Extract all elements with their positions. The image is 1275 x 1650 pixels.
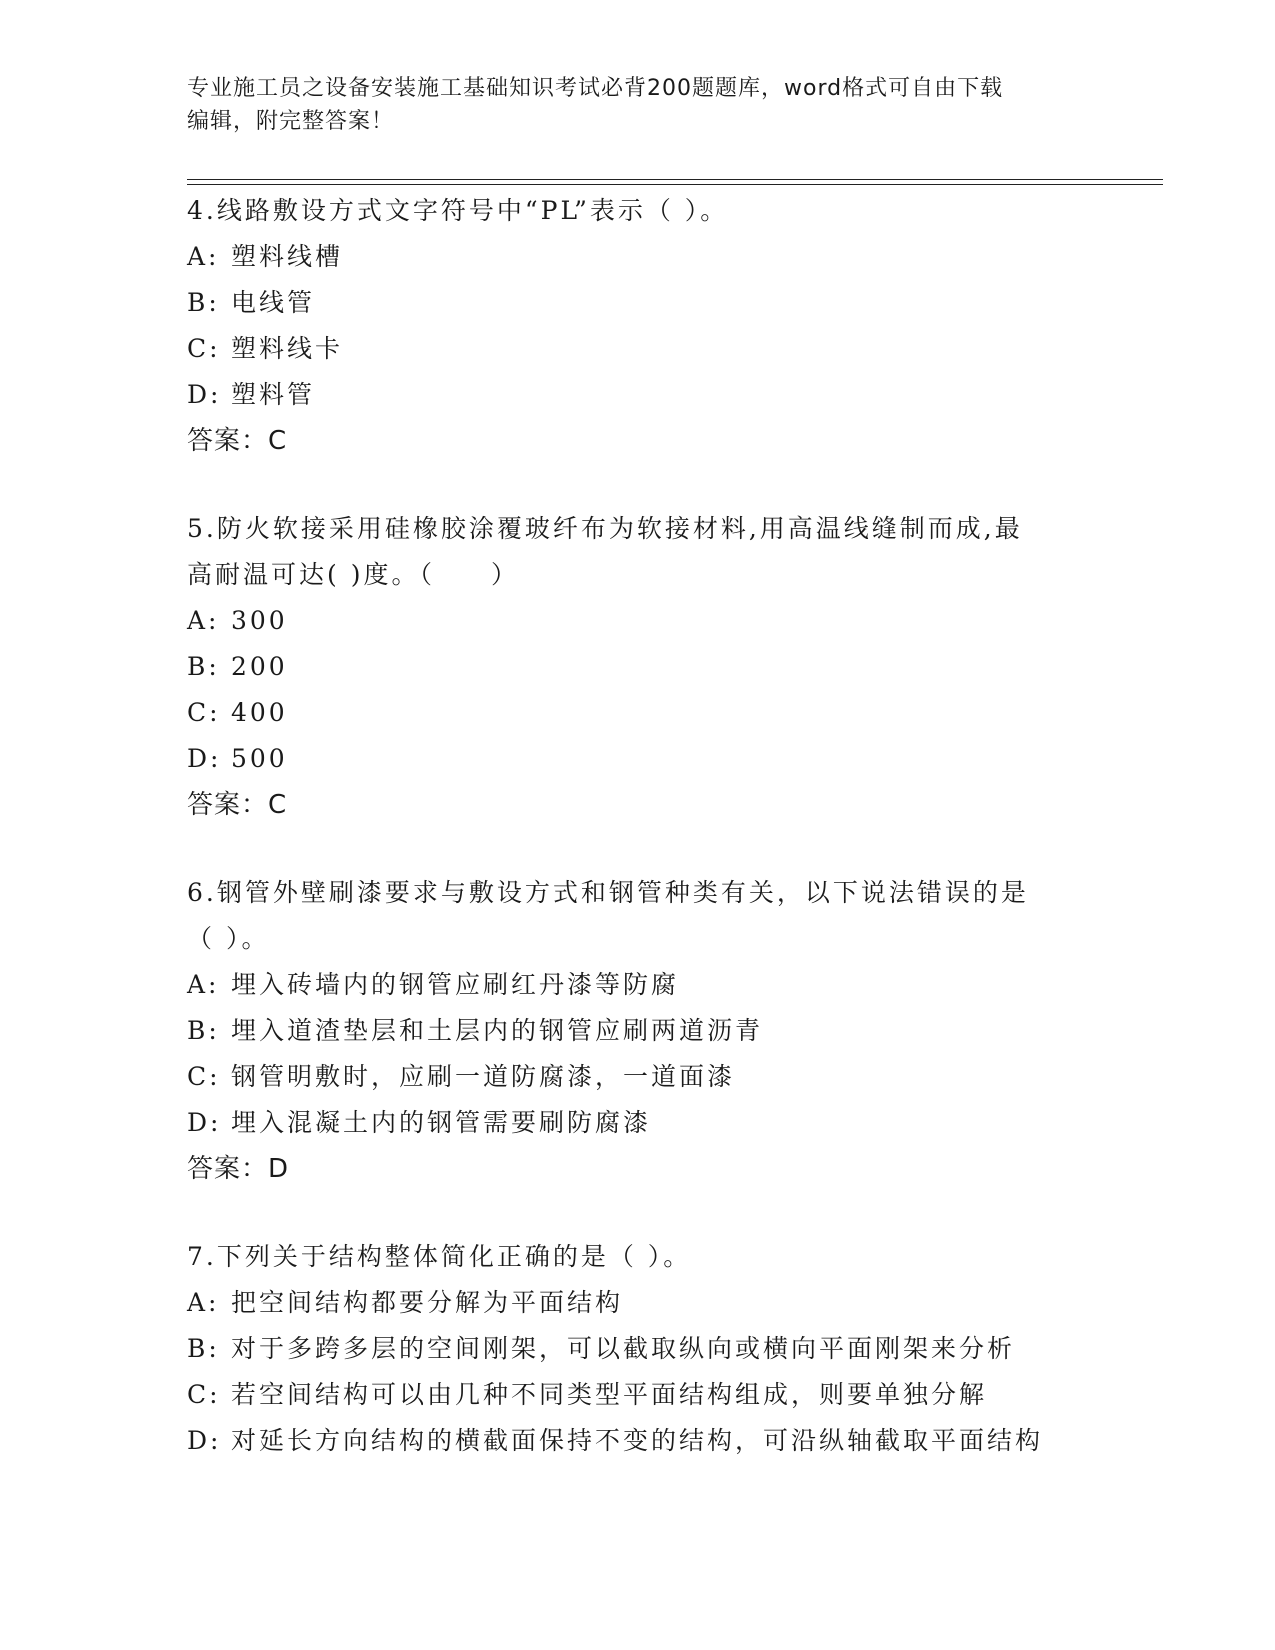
option-text: 300 <box>231 606 288 635</box>
option-text: 若空间结构可以由几种不同类型平面结构组成，则要单独分解 <box>231 1380 988 1409</box>
option-text: 埋入混凝土内的钢管需要刷防腐漆 <box>231 1108 652 1137</box>
answer-text: 答案：C <box>187 790 288 820</box>
option-letter: A: <box>187 606 220 635</box>
option-d <box>187 1100 1087 1146</box>
header-line-1: 专业施工员之设备安装施工基础知识考试必背200题题库，word格式可自由下载 <box>187 76 1004 101</box>
option-letter: A: <box>187 970 220 999</box>
option-letter: C: <box>187 1380 221 1409</box>
option-a <box>187 234 1087 280</box>
option-letter: A: <box>187 242 220 271</box>
option-text: 200 <box>231 652 288 681</box>
option-letter: D: <box>187 744 222 773</box>
option-text: 电线管 <box>231 288 316 317</box>
option-text: 500 <box>231 744 288 773</box>
option-text: 塑料线槽 <box>231 242 344 271</box>
question-item <box>187 870 1087 1192</box>
option-c <box>187 1372 1087 1418</box>
option-text: 把空间结构都要分解为平面结构 <box>231 1288 624 1317</box>
question-stem: 4.线路敷设方式文字符号中“PL”表示（ ）。 <box>187 196 729 225</box>
header-divider-bottom <box>187 184 1163 185</box>
option-b <box>187 644 1087 690</box>
header-line-2: 编辑，附完整答案！ <box>187 109 395 134</box>
option-letter: B: <box>187 652 220 681</box>
option-d <box>187 736 1087 782</box>
option-c <box>187 1054 1087 1100</box>
option-letter: D: <box>187 380 222 409</box>
option-letter: D: <box>187 1426 222 1455</box>
option-text: 埋入道渣垫层和土层内的钢管应刷两道沥青 <box>231 1016 764 1045</box>
question-stem-line-2: 高耐温可达( )度。（ ） <box>187 560 519 589</box>
option-d <box>187 372 1087 418</box>
option-letter: B: <box>187 1334 220 1363</box>
option-letter: C: <box>187 1062 221 1091</box>
question-stem-line-1: 6.钢管外壁刷漆要求与敷设方式和钢管种类有关，以下说法错误的是 <box>187 878 1029 907</box>
option-text: 塑料线卡 <box>231 334 344 363</box>
answer-text: 答案：D <box>187 1154 290 1184</box>
option-text: 塑料管 <box>231 380 316 409</box>
option-text: 钢管明敷时，应刷一道防腐漆，一道面漆 <box>231 1062 736 1091</box>
answer-text: 答案：C <box>187 426 288 456</box>
option-a <box>187 598 1087 644</box>
question-stem-line-2: （ ）。 <box>187 924 270 953</box>
option-b <box>187 1326 1087 1372</box>
option-text: 埋入砖墙内的钢管应刷红丹漆等防腐 <box>231 970 680 999</box>
option-letter: D: <box>187 1108 222 1137</box>
option-text: 400 <box>231 698 288 727</box>
option-letter: B: <box>187 288 220 317</box>
option-a <box>187 962 1087 1008</box>
question-item <box>187 188 1087 464</box>
option-letter: C: <box>187 698 221 727</box>
option-b <box>187 1008 1087 1054</box>
document-header <box>187 72 1087 138</box>
option-b <box>187 280 1087 326</box>
option-a <box>187 1280 1087 1326</box>
question-list <box>187 188 1087 1506</box>
question-item <box>187 1234 1087 1464</box>
option-c <box>187 326 1087 372</box>
option-d <box>187 1418 1087 1464</box>
question-stem: 7.下列关于结构整体简化正确的是（ ）。 <box>187 1242 692 1271</box>
option-c <box>187 690 1087 736</box>
question-item <box>187 506 1087 828</box>
option-letter: C: <box>187 334 221 363</box>
option-text: 对延长方向结构的横截面保持不变的结构，可沿纵轴截取平面结构 <box>231 1426 1044 1455</box>
option-letter: B: <box>187 1016 220 1045</box>
option-letter: A: <box>187 1288 220 1317</box>
question-stem-line-1: 5.防火软接采用硅橡胶涂覆玻纤布为软接材料,用高温线缝制而成,最 <box>187 514 1023 543</box>
header-divider-top <box>187 179 1163 180</box>
option-text: 对于多跨多层的空间刚架，可以截取纵向或横向平面刚架来分析 <box>231 1334 1016 1363</box>
